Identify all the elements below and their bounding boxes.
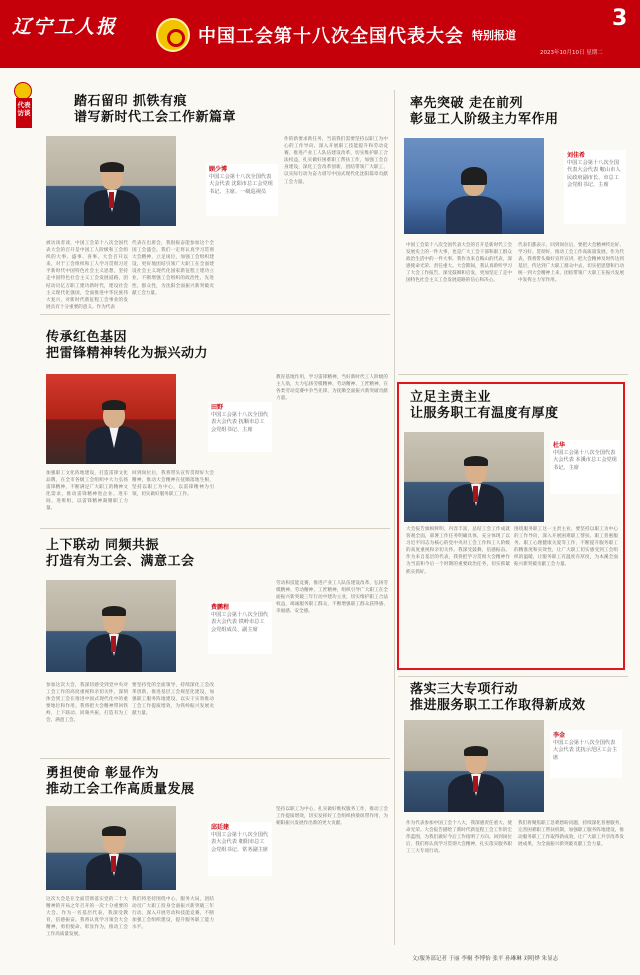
article-body: 围绕服务职工这一主责主业，要坚持以职工为中心的工作导向，深入开展困难职工帮扶、职工普惠服务、职工心理健康关爱等工作，不断提升服务职工的精准度和实效性，让广大职工切实感受到工会组织的温暖，让服务职工有温度有厚度，为本溪全面振兴新突破贡献工会力量。 bbox=[514, 527, 618, 568]
article-title bbox=[410, 390, 620, 422]
title-line-1: 立足主责主业 bbox=[410, 390, 492, 405]
row-divider bbox=[40, 758, 390, 759]
title-line-2: 彰显工人阶级主力军作用 bbox=[410, 112, 559, 127]
portrait-photo bbox=[404, 138, 544, 234]
article-body: 回到岗位后，我将带头宣传贯彻好大会精神，推动大会精神在抚顺落地生根，坚持以职工为中心，以雷锋精神为引领，切实做好服务职工工作。 bbox=[132, 471, 214, 498]
person-name: 费鹏程 bbox=[211, 604, 230, 611]
name-card bbox=[564, 150, 626, 224]
person-caption: 中国工会第十八次全国代表大会代表 鞍山市人民政府副市长、市总工会党组书记、主席 bbox=[567, 159, 621, 188]
article-body: 作的新要求新任务，当前我们需要坚持以职工为中心的工作导向，深入开展职工技能提升和劳动竞赛，推进产业工人队伍建设改革，切实维护职工合法权益，扎实做好困难职工帮扶工作，加强工会自身建设，深化工会改革创新，团结带领广大职工，以实际行动为奋力谱写中国式现代化沈阳篇章贡献工会力量。 bbox=[284, 137, 388, 185]
page-title: 中国工会第十八次全国代表大会 bbox=[198, 26, 464, 47]
title-line-2: 打造有为工会、满意工会 bbox=[46, 554, 195, 569]
article-title bbox=[74, 94, 384, 126]
row-divider bbox=[398, 676, 628, 677]
article-body: 中国工会第十八次全国代表大会的召开是新时代工会发展史上的一件大事，也是广大工会干部和职工群众政治生活中的一件大事。我作为来自鞍山的代表，深感使命光荣、责任重大。大会期间，我认真聆听学习了大会工作报告，深受鼓舞和启发，更加坚定了走中国特色社会主义工会发展道路的信心和决心。 bbox=[406, 243, 512, 284]
person-caption: 中国工会第十八次全国代表大会代表 朝阳市总工会党组书记、常务副主席 bbox=[211, 831, 269, 853]
article-body: 代表们都表示，回到岗位后，要把大会精神传达好、学习好、贯彻好，推动工会工作高质量发展。作为代表，我将带头做好宣传宣讲，把大会精神及时传达到基层，传达到广大职工群众中去，切实把思想和行动统一到大会精神上来，团结带领广大职工在振兴发展中发挥主力军作用。 bbox=[518, 243, 624, 284]
article-body: 加强职工文化阵地建设，打造雷锋文化品牌，在全市各级工会组织中大力弘扬雷锋精神，不断满足广大职工的精神文化需求，推动雷锋精神进企业、进车间、进班组，以雷锋精神凝聚职工力量。 bbox=[46, 471, 128, 512]
article-li-jin bbox=[398, 680, 628, 946]
row-divider bbox=[40, 528, 390, 529]
title-line-1: 勇担使命 彰显作为 bbox=[46, 766, 160, 781]
title-line-1: 踏石留印 抓铁有痕 bbox=[74, 94, 188, 109]
article-body: 参加这次大会，我深切感受到党中央对工会工作的高度重视和亲切关怀，深刻体会到工会在推进中国式现代化中的重要地位和作用。我将把大会精神带回铁岭，上下联动、同频共振，打造有为工会、满意工会。 bbox=[46, 683, 128, 724]
portrait-photo bbox=[46, 136, 176, 226]
article-tian-ye bbox=[40, 318, 390, 526]
section-tag: 代表访谈 bbox=[16, 98, 32, 128]
person-name: 邱廷建 bbox=[211, 824, 230, 831]
person-name: 刘佳希 bbox=[567, 152, 586, 159]
article-body: 我们将坚持围绕中心、服务大局，团结动员广大职工投身全面振兴新突破三年行动，深入开展劳动和技能竞赛，不断加强工会组织建设，提升服务职工能力水平。 bbox=[132, 897, 214, 931]
person-name: 顾少博 bbox=[209, 166, 228, 173]
person-name: 杜华 bbox=[553, 442, 566, 449]
page-number: 3 bbox=[612, 6, 628, 31]
column-divider bbox=[394, 90, 395, 945]
article-title bbox=[46, 330, 246, 362]
title-line-1: 上下联动 同频共振 bbox=[46, 538, 160, 553]
article-body: 坚持以职工为中心，扎实做好维权服务工作，推动工会工作提质增效，切实发挥好工会组织桥梁纽带作用，为朝阳振兴发展作出新的更大贡献。 bbox=[276, 807, 388, 827]
article-body: 这次大会是在全面贯彻落实党的二十大精神的开局之年召开的一次十分重要的大会。作为一名基层代表，我深受教育，倍感振奋。我将认真学习领会大会精神，勇担使命、彰显作为，推动工会工作高质量发展。 bbox=[46, 897, 128, 938]
reporter-credit: 文/服务部记者 于丽 李桐 李博怡 张平 孙琳琳 刘明烨 朱显志 bbox=[412, 956, 559, 962]
person-name: 李金 bbox=[553, 732, 566, 739]
article-body: 劳动和技能竞赛，推进产业工人队伍建设改革，弘扬劳模精神、劳动精神、工匠精神，组织引导广大职工在全面振兴新突破三年行动中建功立业，切实维护职工合法权益，竭诚服务职工群众，不断增强职工群众获得感、幸福感、安全感。 bbox=[276, 581, 388, 615]
portrait-photo bbox=[404, 720, 544, 812]
article-title bbox=[46, 766, 266, 798]
article-title bbox=[410, 682, 625, 714]
row-divider bbox=[40, 314, 390, 315]
union-emblem-icon bbox=[156, 18, 190, 52]
special-report-label: 特别报道 bbox=[472, 29, 516, 42]
article-body: 被访谈者谈，中国工会第十八次全国代表大会的召开是中国工人阶级和工会组织的大事、盛事、喜事。大会召开以来，对于工会组织和工人学习贯彻习近平新时代中国特色社会主义思想，坚持走中国特色社会主义工会发展道路，团结动员亿万职工建功新时代，建设社会主义现代化强国，全面推进中华民族伟大复兴，对新时代新征程工会事业的发展具有十分重要的意义。作为代表 bbox=[46, 241, 128, 310]
title-line-2: 让服务职工有温度有厚度 bbox=[410, 406, 559, 421]
article-liu-jiaxi bbox=[398, 90, 628, 372]
article-gu-shaobo bbox=[40, 90, 390, 312]
article-du-hua bbox=[398, 384, 624, 668]
name-card bbox=[550, 440, 620, 494]
masthead bbox=[0, 0, 640, 68]
title-line-2: 把雷锋精神转化为振兴动力 bbox=[46, 346, 209, 361]
portrait-photo bbox=[46, 580, 176, 672]
article-title bbox=[410, 96, 625, 128]
article-body: 要坚持党的全面领导，持续深化工会改革创新，推进基层工会规范化建设，加强职工服务阵地建设，以实干实效推动工会工作提质增效，为铁岭振兴发展贡献力量。 bbox=[132, 683, 214, 717]
article-body: 教育基地作用，学习雷锋精神，当好新时代工人阶级的主人翁，大力弘扬劳模精神、劳动精神、工匠精神，在各类劳动竞赛中争当先锋，为抚顺全面振兴新突破贡献力量。 bbox=[276, 375, 388, 402]
portrait-photo bbox=[46, 806, 176, 890]
person-caption: 中国工会第十八次全国代表大会代表 铁岭市总工会党组成员、副主席 bbox=[211, 611, 269, 633]
issue-date: 2023年10月10日 星期二 bbox=[540, 50, 603, 56]
article-body: 代表在出席会，我很振奋能参加这个全国工会盛会。我们一定将认真学习贯彻大会精神，立足岗位，加强工会组织建设，更好地团结引领广大职工在全面建设社会主义现代化国家新征程上建功立业，不断增强工会组织的政治性、先进性、群众性，为沈阳全面振兴新突破贡献工会力量。 bbox=[132, 241, 214, 296]
article-body: 大会报告旗帜鲜明、内容丰富，总结工会工作成就客观全面，部署工作任务明确具体，充分体现了以习近平同志为核心的党中央对工会工作和工人阶级的高度重视和亲切关怀。我深受鼓舞，倍感振奋。作为来自基层的代表，我将把学习贯彻大会精神作为当前和今后一个时期的重要政治任务，切实抓紧抓实抓好。 bbox=[406, 527, 510, 575]
person-caption: 中国工会第十八次全国代表大会代表 沈抚示范区工会主席 bbox=[553, 739, 617, 761]
article-body: 作为代表参加中国工会十八大，我深感责任重大、使命光荣。大会报告描绘了新时代新征程工会工作的宏伟蓝图，为我们做好今后工作指明了方向。回到岗位后，我们将认真学习贯彻大会精神，扎实落实服务职工三大专项行动。 bbox=[406, 821, 512, 855]
person-caption: 中国工会第十八次全国代表大会代表 本溪市总工会党组书记、主席 bbox=[553, 449, 617, 471]
portrait-photo bbox=[404, 432, 544, 522]
person-name: 田野 bbox=[211, 404, 224, 411]
portrait-photo bbox=[46, 374, 176, 464]
article-body: 我们将聚焦职工急难愁盼问题，持续深化普惠服务，完善困难职工帮扶机制，加强职工服务阵地建设，推动服务职工工作取得新成效，让广大职工共享改革发展成果，为全面振兴新突破贡献工会力量。 bbox=[518, 821, 624, 848]
newspaper-logo: 辽宁工人报 bbox=[12, 16, 118, 38]
title-line-1: 传承红色基因 bbox=[46, 330, 128, 345]
title-line-2: 推动工会工作高质量发展 bbox=[46, 782, 195, 797]
title-line-1: 率先突破 走在前列 bbox=[410, 96, 524, 111]
person-caption: 中国工会第十八次全国代表大会代表 抚顺市总工会党组书记、主席 bbox=[211, 411, 269, 433]
person-caption: 中国工会第十八次全国代表大会代表 沈阳市总工会党组书记、主席、一级巡视员 bbox=[209, 173, 273, 195]
title-line-1: 落实三大专项行动 bbox=[410, 682, 519, 697]
title-line-2: 谱写新时代工会工作新篇章 bbox=[74, 110, 237, 125]
row-divider bbox=[398, 374, 628, 375]
name-card bbox=[550, 730, 622, 778]
article-fei-pengcheng bbox=[40, 532, 390, 756]
article-title bbox=[46, 538, 246, 570]
title-line-2: 推进服务职工工作取得新成效 bbox=[410, 698, 586, 713]
article-qiu-tingjian bbox=[40, 762, 390, 946]
